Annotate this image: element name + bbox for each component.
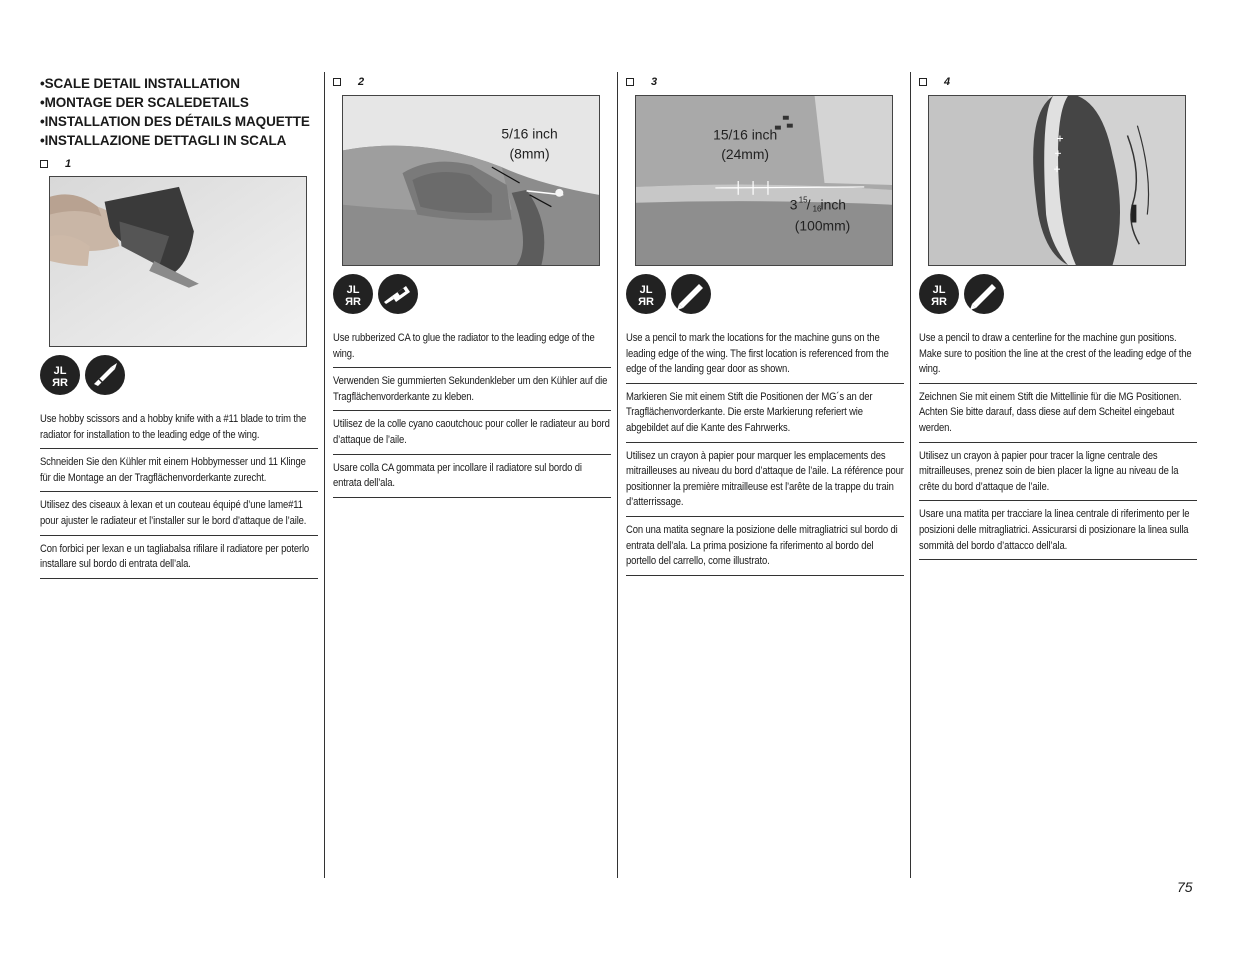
instruction-english: Use a pencil to draw a centerline for the machine gun positions. Make sure to position the line at the crest of the leading edge of the wing.	[919, 331, 1197, 384]
step-number: 3	[651, 76, 658, 88]
glue-bottle-icon	[378, 274, 418, 314]
instruction-english: Use hobby scissors and a hobby knife with a #11 blade to trim the radiator for installation to the leading edge of the wing.	[40, 412, 318, 449]
measurement-label: 16	[812, 204, 822, 214]
lr-bottom-glyph: ЯR	[345, 296, 361, 308]
measurement-label: (100mm)	[794, 217, 851, 234]
step-4-instructions	[919, 331, 1197, 560]
instruction-french: Utilisez un crayon à papier pour marquer les emplacements des mitrailleuses au niveau du bord d’attaque de l’aile. La référence pour positionner la première mitrailleuse est l’arête de la trappe du train d’atterrissage.	[626, 449, 904, 517]
instruction-french: Utilisez un crayon à papier pour tracer la ligne centrale des mitrailleuses, prenez soin de bien placer la ligne au niveau de la crête du bord d’attaque de l’aile.	[919, 449, 1197, 502]
instruction-german: Markieren Sie mit einem Stift die Positionen der MG´s an der Tragflächenvorderkante. Die erste Markierung referiert wie abgebildet auf die Kante des Fahrwerks.	[626, 390, 904, 443]
instruction-german: Schneiden Sie den Kühler mit einem Hobbymesser und 11 Klinge für die Montage an der Tragflächenvorderkante zurecht.	[40, 455, 318, 492]
instruction-german: Zeichnen Sie mit einem Stift die Mittellinie für die MG Positionen. Achten Sie bitte darauf, dass diese auf dem Scheitel eingebaut werden.	[919, 390, 1197, 443]
section-headings	[40, 74, 318, 150]
instruction-english: Use rubberized CA to glue the radiator to the leading edge of the wing.	[333, 331, 611, 368]
step-1-header	[40, 157, 318, 171]
step-4-column	[919, 72, 1197, 566]
left-right-wing-icon	[626, 274, 666, 314]
left-right-wing-icon	[333, 274, 373, 314]
left-right-wing-icon	[919, 274, 959, 314]
measurement-label: (8mm)	[509, 145, 550, 162]
step-4-photo	[928, 95, 1186, 266]
lr-bottom-glyph: ЯR	[52, 377, 68, 389]
step-1-instructions	[40, 412, 318, 579]
step-number: 1	[65, 158, 72, 170]
heading-english: •SCALE DETAIL INSTALLATION	[40, 76, 240, 91]
tool-icons	[40, 355, 318, 397]
instruction-french: Utilisez de la colle cyano caoutchouc pour coller le radiateur au bord d’attaque de l’aile.	[333, 417, 611, 454]
lr-top-glyph: JL	[53, 365, 67, 377]
lr-top-glyph: JL	[932, 284, 946, 296]
step-1-column	[40, 72, 318, 585]
lr-top-glyph: JL	[639, 284, 653, 296]
instruction-italian: Usare colla CA gommata per incollare il radiatore sul bordo di entrata dell’ala.	[333, 461, 611, 498]
column-divider	[617, 72, 618, 878]
step-1-photo	[49, 176, 307, 347]
hobby-knife-icon	[85, 355, 125, 395]
pencil-icon	[964, 274, 1004, 314]
heading-french: •INSTALLATION DES DÉTAILS MAQUETTE	[40, 114, 310, 129]
svg-text:/: /	[806, 196, 811, 213]
page-number: 75	[1177, 879, 1193, 895]
step-checkbox[interactable]	[919, 78, 927, 86]
lr-bottom-glyph: ЯR	[931, 296, 947, 308]
tool-icons	[333, 274, 611, 316]
step-2-header	[333, 75, 611, 89]
lr-top-glyph: JL	[346, 284, 360, 296]
step-3-instructions	[626, 331, 904, 576]
instruction-italian: Con una matita segnare la posizione delle mitragliatrici sul bordo di entrata dell’ala. La prima posizione fa riferimento al bordo del portello del carrello, come illustrato.	[626, 523, 904, 576]
tool-icons	[626, 274, 904, 316]
measurement-label: 15/16 inch	[713, 126, 778, 143]
step-3-column	[626, 72, 904, 582]
measurement-label: (24mm)	[721, 146, 770, 163]
step-checkbox[interactable]	[626, 78, 634, 86]
column-divider	[910, 72, 911, 878]
step-3-photo	[635, 95, 893, 266]
instruction-italian: Usare una matita per tracciare la linea centrale di riferimento per le posizioni delle mitragliatrici. Assicurarsi di posizionare la linea sulla sommità del bordo d’attacco dell’ala.	[919, 507, 1197, 560]
instruction-english: Use a pencil to mark the locations for the machine guns on the leading edge of the wing. The first location is referenced from the edge of the landing gear door as shown.	[626, 331, 904, 384]
step-2-instructions	[333, 331, 611, 498]
measurement-label: 15	[798, 195, 808, 205]
measurement-label: 5/16 inch	[501, 125, 558, 142]
step-checkbox[interactable]	[40, 160, 48, 168]
measurement-label: inch	[820, 196, 847, 213]
instruction-french: Utilisez des ciseaux à lexan et un couteau équipé d’une lame#11 pour ajuster le radiateur et l’installer sur le bord d’attaque de l’aile.	[40, 498, 318, 535]
tool-icons	[919, 274, 1197, 316]
lr-bottom-glyph: ЯR	[638, 296, 654, 308]
step-checkbox[interactable]	[333, 78, 341, 86]
step-2-photo	[342, 95, 600, 266]
column-divider	[324, 72, 325, 878]
step-3-header	[626, 75, 904, 89]
instruction-italian: Con forbici per lexan e un tagliabalsa rifilare il radiatore per poterlo installare sul bordo di entrata dell’ala.	[40, 542, 318, 579]
pencil-icon	[671, 274, 711, 314]
heading-german: •MONTAGE DER SCALEDETAILS	[40, 95, 249, 110]
step-2-column	[333, 72, 611, 504]
heading-italian: •INSTALLAZIONE DETTAGLI IN SCALA	[40, 133, 287, 148]
step-number: 2	[358, 76, 365, 88]
step-number: 4	[944, 76, 951, 88]
measurement-label: 3	[789, 196, 798, 213]
instruction-german: Verwenden Sie gummierten Sekundenkleber um den Kühler auf die Tragflächenvorderkante zu kleben.	[333, 374, 611, 411]
step-4-header	[919, 75, 1197, 89]
left-right-wing-icon	[40, 355, 80, 395]
